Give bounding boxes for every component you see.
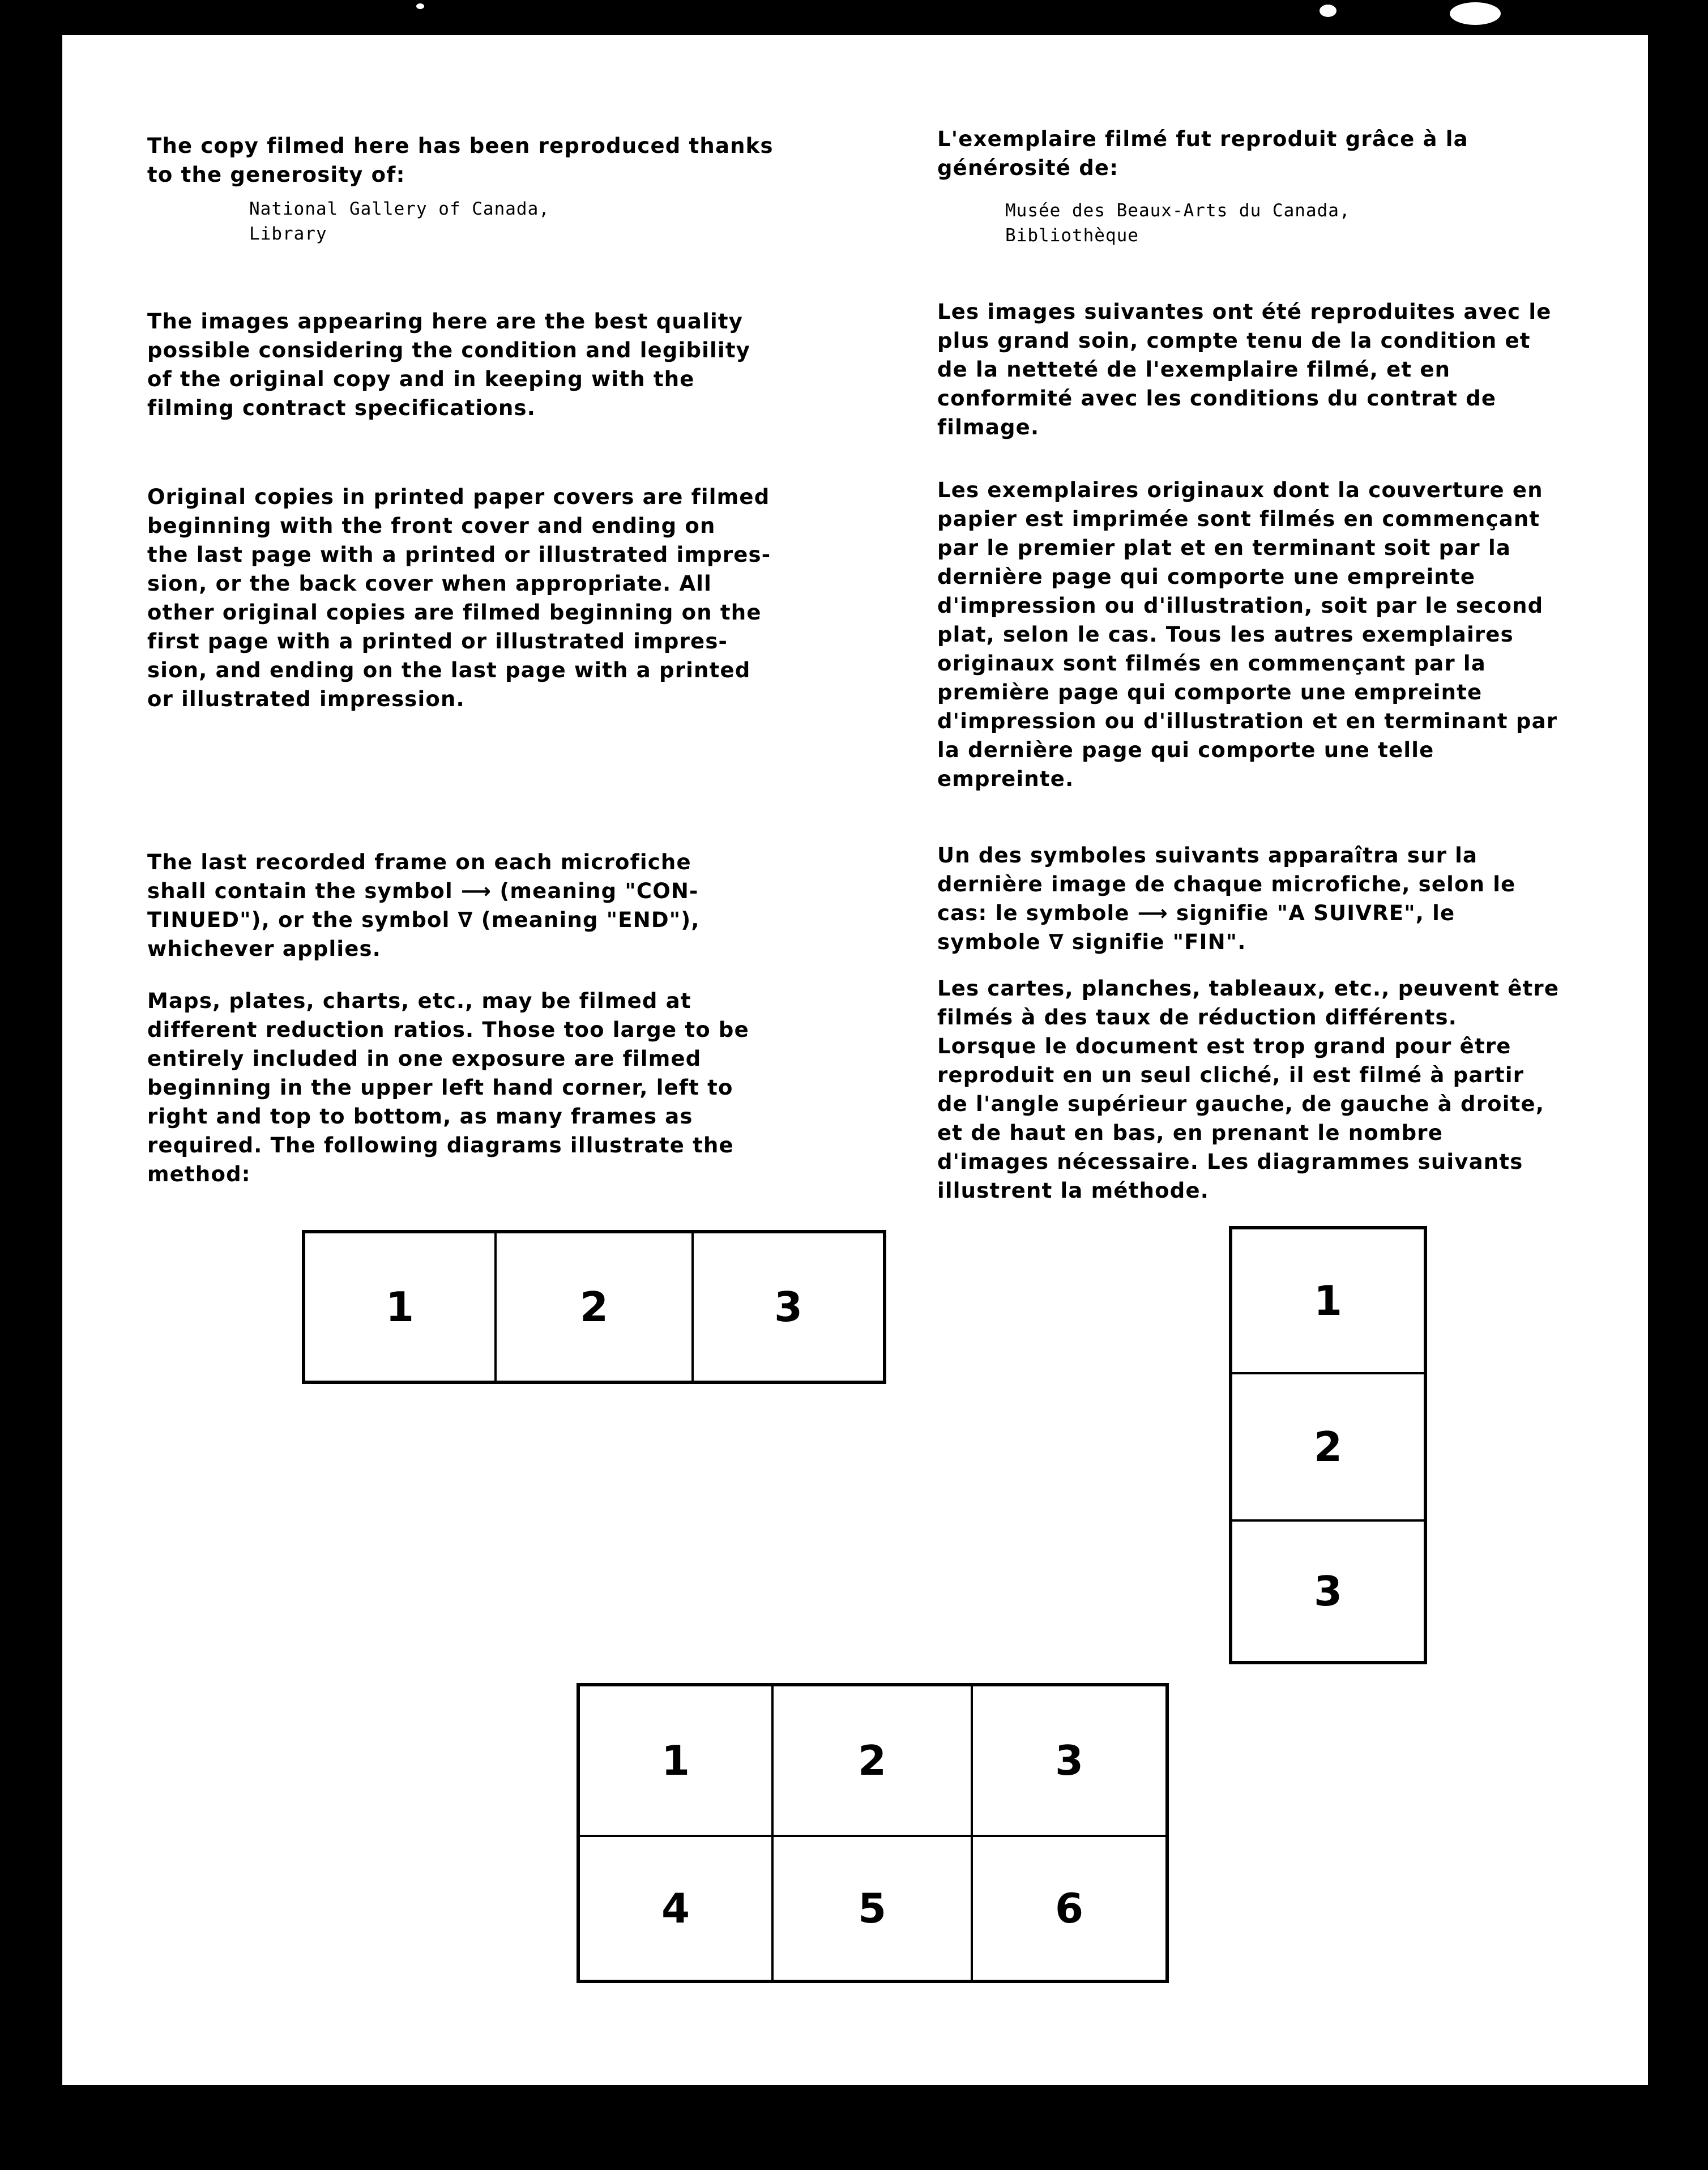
frame-number: 2 — [1313, 1423, 1343, 1471]
film-speck — [1450, 2, 1501, 25]
frame-number: 4 — [661, 1885, 690, 1932]
maps-text-en: Maps, plates, charts, etc., may be filmed at different reduction ratios. Those too large to be entirely included in one exposure are filmed beginning in the upper left hand corner, left to right and top to bottom, as many frames as required. The following diagrams illustrate the method: — [147, 989, 749, 1186]
frame-number: 2 — [579, 1283, 609, 1331]
frame-number: 5 — [857, 1885, 887, 1932]
frame-number: 1 — [661, 1737, 690, 1784]
symbols-text-en: The last recorded frame on each microfiche shall contain the symbol ⟶ (meaning "CON- TINUED"), or the symbol ∇ (meaning "END"), whichever applies. — [147, 850, 700, 961]
maps-text-fr: Les cartes, planches, tableaux, etc., peuvent être filmés à des taux de réduction différents. Lorsque le document est trop grand pour être reproduit en un seul cliché, il est filmé à partir de l'angle supérieur gauche, de gauche à droite, et de haut en bas, en prenant le nombre d'images nécessaire. Les diagrammes suivants illustrent la méthode. — [937, 976, 1560, 1203]
symbols-text-fr: Un des symboles suivants apparaîtra sur la dernière image de chaque microfiche, selon le cas: le symbole ⟶ signifie "A SUIVRE", le symbole ∇ signifie "FIN". — [937, 843, 1516, 954]
thanks-text-fr: L'exemplaire filmé fut reproduit grâce à la générosité de: — [937, 127, 1468, 180]
originals-text-fr: Les exemplaires originaux dont la couverture en papier est imprimée sont filmés en commençant par le premier plat et en terminant soit par la dernière page qui comporte une empreinte d'impression ou d'illustration, soit par le second plat, selon le cas. Tous les autres exemplaires originaux sont filmés en commençant par la première page qui comporte une empreinte d'impression ou d'illustration et en terminant par la dernière page qui comporte une telle empreinte. — [937, 478, 1558, 791]
film-speck — [416, 3, 424, 9]
frame-number: 3 — [1313, 1567, 1343, 1615]
quality-text-fr: Les images suivantes ont été reproduites avec le plus grand soin, compte tenu de la condition et de la netteté de l'exemplaire filmé, et en conformité avec les conditions du contrat de filmage. — [937, 300, 1552, 439]
diagram-vertical-strip — [1229, 1226, 1427, 1664]
film-speck — [1320, 5, 1336, 17]
diagram-grid — [577, 1683, 1169, 1983]
frame-number: 1 — [1313, 1277, 1343, 1325]
frame-number: 3 — [1054, 1737, 1084, 1784]
originals-text-en: Original copies in printed paper covers are filmed beginning with the front cover and ending on the last page with a printed or illustrated impres- sion, or the back cover when appropriate. All other original copies are filmed beginning on the first page with a printed or illustrated impres- sion, and ending on the last page with a printed or illustrated impression. — [147, 485, 771, 711]
document-page — [62, 35, 1648, 2085]
institution-fr: Musée des Beaux-Arts du Canada, Bibliothèque — [1005, 200, 1351, 246]
frame-number: 6 — [1054, 1885, 1084, 1932]
institution-en: National Gallery of Canada, Library — [249, 199, 550, 244]
frame-number: 3 — [774, 1283, 803, 1331]
frame-number: 2 — [857, 1737, 887, 1784]
quality-text-en: The images appearing here are the best quality possible considering the condition and legibility of the original copy and in keeping with the filming contract specifications. — [147, 309, 751, 420]
thanks-text-en: The copy filmed here has been reproduced thanks to the generosity of: — [147, 134, 774, 187]
frame-number: 1 — [385, 1283, 415, 1331]
diagram-horizontal-strip — [302, 1230, 886, 1384]
